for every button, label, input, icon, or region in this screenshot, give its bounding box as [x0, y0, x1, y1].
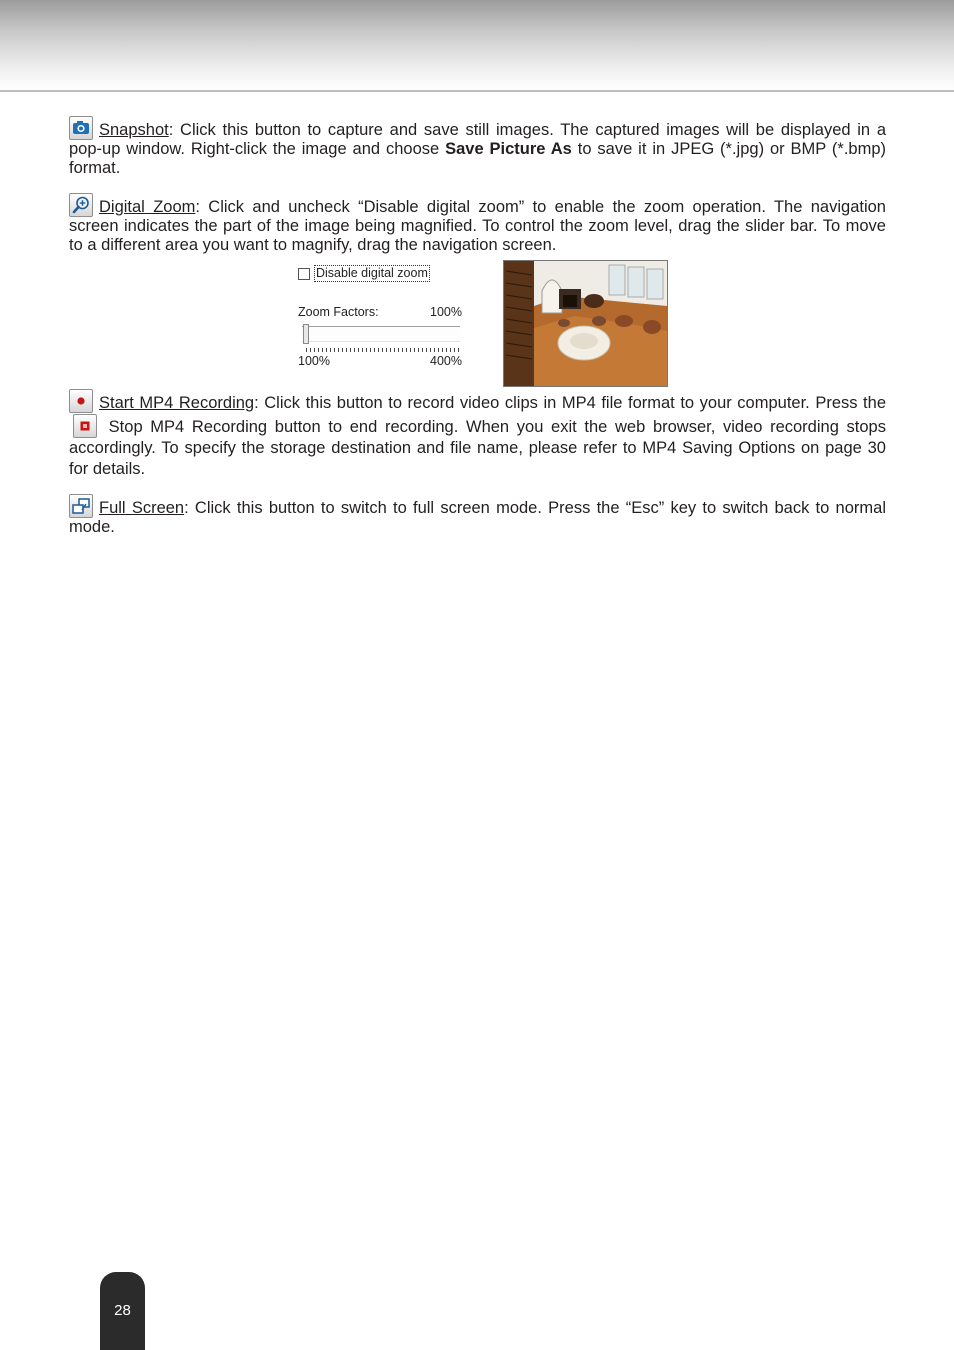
snapshot-label: Snapshot — [99, 121, 169, 139]
snapshot-paragraph — [69, 116, 886, 178]
page-number: 28 — [114, 1302, 131, 1319]
camera-icon[interactable] — [69, 116, 93, 140]
header-rule — [0, 90, 954, 92]
mp4-text-2: Stop MP4 Recording button to end recording. When you exit the web browser, video recording stops accordingly. To specify the storage destination and file name, please refer to MP4 Saving Options on page 30 for details. — [69, 418, 886, 478]
zoom-slider-thumb[interactable] — [303, 324, 309, 344]
room-photo — [504, 261, 667, 386]
stop-square-icon[interactable] — [73, 414, 97, 438]
full-screen-text: : Click this button to switch to full screen mode. Press the “Esc” key to switch back to normal mode. — [69, 499, 886, 536]
full-screen-paragraph — [69, 494, 886, 537]
zoom-slider-track[interactable] — [302, 326, 460, 342]
magnifier-icon[interactable] — [69, 193, 93, 217]
navigation-screen[interactable] — [503, 260, 668, 387]
start-mp4-recording-label: Start MP4 Recording — [99, 394, 255, 412]
zoom-slider-min: 100% — [298, 354, 330, 368]
zoom-slider-max: 400% — [430, 354, 462, 368]
digital-zoom-text: : Click and uncheck “Disable digital zoom” to enable the zoom operation. The navigation screen indicates the part of the image being magnified. To control the zoom level, drag the slider bar. To move to a different area you want to magnify, drag the navigation screen. — [69, 198, 886, 254]
digital-zoom-paragraph — [69, 193, 886, 255]
snapshot-text-1: : Click this button to capture and save still images. The captured images will be displayed in a pop-up window. Right-click the image and choose — [69, 121, 886, 158]
fullscreen-icon[interactable] — [69, 494, 93, 518]
page-number-tab — [100, 1272, 145, 1350]
full-screen-label: Full Screen — [99, 499, 185, 517]
disable-digital-zoom-label[interactable]: Disable digital zoom — [316, 266, 428, 280]
mp4-text-1: : Click this button to record video clips in MP4 file format to your computer. Press the — [254, 394, 886, 412]
mp4-recording-paragraph — [69, 389, 886, 480]
page-header-band — [0, 0, 954, 90]
zoom-control-panel — [296, 264, 466, 374]
record-dot-icon[interactable] — [69, 389, 93, 413]
save-picture-as-text: Save Picture As — [445, 140, 572, 158]
disable-digital-zoom-checkbox[interactable] — [298, 268, 310, 280]
zoom-factors-value: 100% — [430, 305, 462, 319]
snapshot-text-2: to save it in JPEG (*.jpg) or BMP (*.bmp) format. — [69, 140, 886, 177]
zoom-slider-ticks — [306, 348, 460, 352]
digital-zoom-label: Digital Zoom — [99, 198, 196, 216]
zoom-factors-label: Zoom Factors: — [298, 305, 379, 319]
